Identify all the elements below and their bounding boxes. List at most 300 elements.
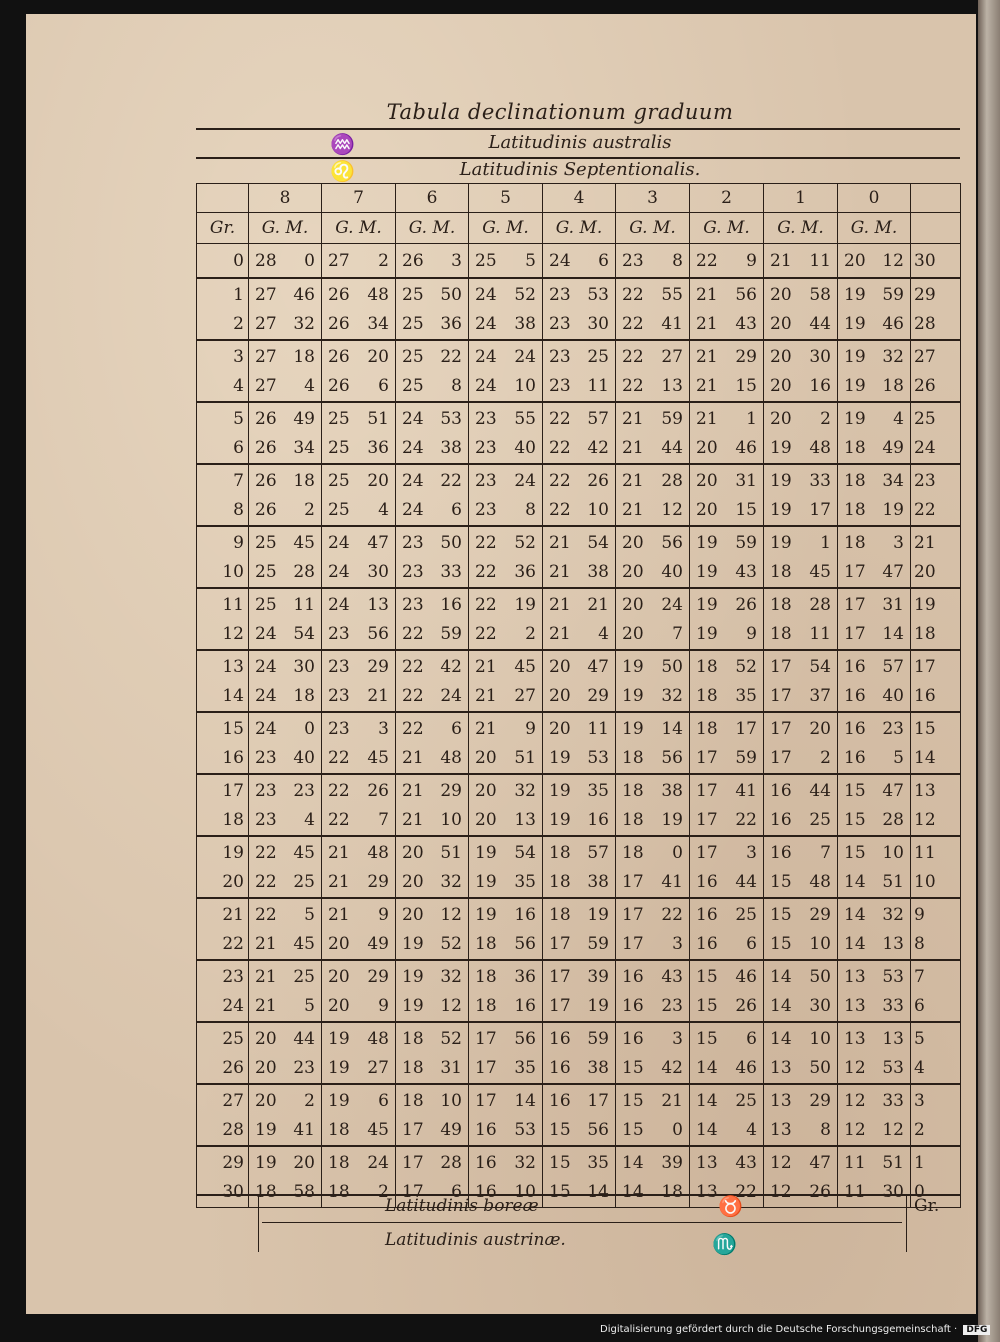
min-value: 25 bbox=[809, 809, 831, 830]
value-cell bbox=[322, 1084, 396, 1146]
min-value: 32 bbox=[661, 685, 683, 706]
min-value: 55 bbox=[514, 408, 536, 429]
deg-value: 18 bbox=[622, 747, 644, 768]
deg-value: 22 bbox=[402, 623, 424, 644]
min-value: 42 bbox=[440, 656, 462, 677]
value-cell bbox=[764, 836, 838, 898]
min-value: 25 bbox=[735, 1090, 757, 1111]
value-cell bbox=[838, 774, 911, 836]
grade-left bbox=[197, 1084, 249, 1146]
grade-right-value: 21 bbox=[914, 532, 936, 553]
min-value: 4 bbox=[893, 408, 904, 429]
grade-right-value: 16 bbox=[914, 685, 936, 706]
deg-value: 19 bbox=[770, 437, 792, 458]
col-gm bbox=[764, 213, 838, 244]
value-cell bbox=[396, 464, 469, 526]
min-value: 2 bbox=[525, 623, 536, 644]
deg-value: 21 bbox=[770, 250, 792, 271]
min-value: 32 bbox=[514, 780, 536, 801]
table-row-pair bbox=[197, 526, 961, 588]
min-value: 10 bbox=[587, 499, 609, 520]
value-cell bbox=[764, 526, 838, 588]
min-value: 44 bbox=[809, 780, 831, 801]
deg-value: 24 bbox=[475, 313, 497, 334]
min-value: 32 bbox=[882, 346, 904, 367]
sign-blank bbox=[911, 184, 961, 213]
deg-value: 23 bbox=[328, 718, 350, 739]
min-value: 59 bbox=[735, 747, 757, 768]
min-value: 51 bbox=[882, 1152, 904, 1173]
value-cell bbox=[396, 774, 469, 836]
deg-value: 27 bbox=[255, 346, 277, 367]
deg-value: 19 bbox=[328, 1028, 350, 1049]
deg-value: 14 bbox=[844, 933, 866, 954]
min-value: 0 bbox=[304, 250, 315, 271]
deg-value: 17 bbox=[770, 685, 792, 706]
min-value: 45 bbox=[514, 656, 536, 677]
col-gm-label: G. M. bbox=[408, 218, 456, 238]
min-value: 2 bbox=[378, 250, 389, 271]
grade-left-value: 2 bbox=[233, 313, 244, 334]
value-cell bbox=[249, 278, 322, 340]
grade-right-value: 10 bbox=[914, 871, 936, 892]
col-gm bbox=[616, 213, 690, 244]
value-cell bbox=[249, 340, 322, 402]
value-cell bbox=[838, 712, 911, 774]
min-value: 39 bbox=[661, 1152, 683, 1173]
deg-value: 18 bbox=[475, 995, 497, 1016]
deg-value: 19 bbox=[622, 718, 644, 739]
min-value: 59 bbox=[882, 284, 904, 305]
deg-value: 18 bbox=[255, 1181, 277, 1202]
deg-value: 15 bbox=[622, 1090, 644, 1111]
deg-value: 20 bbox=[402, 842, 424, 863]
deg-value: 19 bbox=[475, 904, 497, 925]
value-cell bbox=[764, 960, 838, 1022]
deg-value: 22 bbox=[255, 871, 277, 892]
value-cell bbox=[396, 278, 469, 340]
min-value: 6 bbox=[451, 1181, 462, 1202]
grade-left-value: 22 bbox=[222, 933, 244, 954]
value-cell bbox=[249, 898, 322, 960]
value-cell bbox=[249, 1146, 322, 1208]
deg-value: 27 bbox=[255, 284, 277, 305]
value-cell bbox=[690, 402, 764, 464]
min-value: 27 bbox=[367, 1057, 389, 1078]
min-value: 48 bbox=[809, 871, 831, 892]
deg-value: 27 bbox=[255, 313, 277, 334]
sign-number: 5 bbox=[500, 188, 511, 208]
min-value: 25 bbox=[293, 871, 315, 892]
deg-value: 16 bbox=[844, 656, 866, 677]
deg-value: 19 bbox=[328, 1090, 350, 1111]
min-value: 59 bbox=[661, 408, 683, 429]
value-cell bbox=[690, 650, 764, 712]
min-value: 0 bbox=[672, 1119, 683, 1140]
min-value: 7 bbox=[378, 809, 389, 830]
deg-value: 12 bbox=[844, 1057, 866, 1078]
grade-left-value: 3 bbox=[233, 346, 244, 367]
value-cell bbox=[616, 1146, 690, 1208]
sign-cell bbox=[469, 184, 543, 213]
deg-value: 23 bbox=[255, 747, 277, 768]
deg-value: 22 bbox=[328, 747, 350, 768]
deg-value: 19 bbox=[402, 933, 424, 954]
deg-value: 18 bbox=[844, 470, 866, 491]
min-value: 56 bbox=[661, 747, 683, 768]
min-value: 6 bbox=[598, 250, 609, 271]
min-value: 23 bbox=[882, 718, 904, 739]
grade-left bbox=[197, 526, 249, 588]
deg-value: 20 bbox=[402, 871, 424, 892]
grade-right bbox=[911, 588, 961, 650]
deg-value: 20 bbox=[622, 561, 644, 582]
grade-left-value: 26 bbox=[222, 1057, 244, 1078]
deg-value: 17 bbox=[770, 747, 792, 768]
min-value: 38 bbox=[587, 871, 609, 892]
deg-value: 15 bbox=[770, 871, 792, 892]
min-value: 20 bbox=[293, 1152, 315, 1173]
value-cell bbox=[764, 650, 838, 712]
value-cell bbox=[249, 774, 322, 836]
min-value: 44 bbox=[809, 313, 831, 334]
deg-value: 17 bbox=[549, 933, 571, 954]
min-value: 30 bbox=[293, 656, 315, 677]
min-value: 58 bbox=[293, 1181, 315, 1202]
deg-value: 13 bbox=[696, 1152, 718, 1173]
min-value: 29 bbox=[809, 1090, 831, 1111]
sign-cell bbox=[322, 184, 396, 213]
deg-value: 24 bbox=[549, 250, 571, 271]
col-gm-label: G. M. bbox=[850, 218, 898, 238]
deg-value: 23 bbox=[328, 623, 350, 644]
value-cell bbox=[322, 340, 396, 402]
grade-right-value: 25 bbox=[914, 408, 936, 429]
value-cell bbox=[690, 526, 764, 588]
min-value: 22 bbox=[735, 809, 757, 830]
deg-value: 16 bbox=[622, 995, 644, 1016]
min-value: 21 bbox=[661, 1090, 683, 1111]
deg-value: 24 bbox=[255, 623, 277, 644]
grade-right-value: 24 bbox=[914, 437, 936, 458]
min-value: 6 bbox=[378, 1090, 389, 1111]
grade-right-value: 6 bbox=[914, 995, 925, 1016]
grade-left-value: 9 bbox=[233, 532, 244, 553]
value-cell bbox=[322, 588, 396, 650]
value-cell bbox=[469, 340, 543, 402]
grade-right bbox=[911, 1084, 961, 1146]
min-value: 56 bbox=[661, 532, 683, 553]
value-cell bbox=[764, 1146, 838, 1208]
deg-value: 15 bbox=[844, 809, 866, 830]
value-cell bbox=[838, 1146, 911, 1208]
value-cell bbox=[764, 278, 838, 340]
deg-value: 16 bbox=[549, 1028, 571, 1049]
col-gm bbox=[469, 213, 543, 244]
min-value: 7 bbox=[820, 842, 831, 863]
value-cell bbox=[616, 712, 690, 774]
deg-value: 21 bbox=[622, 499, 644, 520]
min-value: 52 bbox=[514, 284, 536, 305]
value-cell bbox=[396, 898, 469, 960]
grade-left bbox=[197, 1146, 249, 1208]
min-value: 10 bbox=[514, 1181, 536, 1202]
min-value: 32 bbox=[440, 871, 462, 892]
min-value: 11 bbox=[293, 594, 315, 615]
deg-value: 23 bbox=[402, 532, 424, 553]
grade-left-value: 25 bbox=[222, 1028, 244, 1049]
min-value: 0 bbox=[304, 718, 315, 739]
deg-value: 19 bbox=[255, 1152, 277, 1173]
min-value: 5 bbox=[304, 904, 315, 925]
deg-value: 24 bbox=[402, 499, 424, 520]
min-value: 10 bbox=[882, 842, 904, 863]
min-value: 12 bbox=[440, 904, 462, 925]
digitization-note: Digitalisierung gefördert durch die Deutsche Forschungsgemeinschaft · DFG bbox=[600, 1324, 990, 1335]
table-row-pair bbox=[197, 1022, 961, 1084]
min-value: 49 bbox=[440, 1119, 462, 1140]
grade-right-value: 23 bbox=[914, 470, 936, 491]
min-value: 16 bbox=[514, 904, 536, 925]
deg-value: 27 bbox=[328, 250, 350, 271]
sign-cell bbox=[543, 184, 616, 213]
min-value: 53 bbox=[514, 1119, 536, 1140]
value-cell bbox=[469, 1084, 543, 1146]
sign-cell bbox=[396, 184, 469, 213]
value-cell bbox=[322, 526, 396, 588]
min-value: 32 bbox=[440, 966, 462, 987]
grade-right bbox=[911, 774, 961, 836]
min-value: 53 bbox=[882, 966, 904, 987]
value-cell bbox=[543, 1022, 616, 1084]
value-cell bbox=[396, 588, 469, 650]
sign-number: 4 bbox=[573, 188, 585, 208]
value-cell bbox=[764, 402, 838, 464]
min-value: 38 bbox=[440, 437, 462, 458]
deg-value: 16 bbox=[844, 718, 866, 739]
min-value: 51 bbox=[882, 871, 904, 892]
deg-value: 15 bbox=[770, 904, 792, 925]
grade-right-value: 4 bbox=[914, 1057, 925, 1078]
min-value: 29 bbox=[587, 685, 609, 706]
min-value: 29 bbox=[367, 966, 389, 987]
value-cell bbox=[764, 340, 838, 402]
value-cell bbox=[322, 960, 396, 1022]
deg-value: 23 bbox=[475, 437, 497, 458]
deg-value: 14 bbox=[844, 904, 866, 925]
deg-value: 14 bbox=[770, 995, 792, 1016]
deg-value: 24 bbox=[328, 594, 350, 615]
rule-bottom bbox=[196, 1194, 960, 1196]
deg-value: 17 bbox=[402, 1152, 424, 1173]
min-value: 24 bbox=[661, 594, 683, 615]
deg-value: 21 bbox=[622, 437, 644, 458]
min-value: 25 bbox=[587, 346, 609, 367]
min-value: 37 bbox=[809, 685, 831, 706]
value-cell bbox=[838, 402, 911, 464]
value-cell bbox=[690, 278, 764, 340]
value-cell bbox=[249, 836, 322, 898]
grade-right-value: 1 bbox=[914, 1152, 925, 1173]
min-value: 0 bbox=[672, 842, 683, 863]
deg-value: 16 bbox=[622, 966, 644, 987]
deg-value: 20 bbox=[255, 1028, 277, 1049]
deg-value: 19 bbox=[770, 470, 792, 491]
value-cell bbox=[616, 960, 690, 1022]
col-gm bbox=[838, 213, 911, 244]
min-value: 33 bbox=[882, 995, 904, 1016]
page-title: Tabula declinationum graduum bbox=[386, 100, 734, 124]
deg-value: 21 bbox=[402, 780, 424, 801]
deg-value: 20 bbox=[328, 995, 350, 1016]
min-value: 42 bbox=[587, 437, 609, 458]
value-cell bbox=[616, 1022, 690, 1084]
deg-value: 23 bbox=[549, 375, 571, 396]
min-value: 38 bbox=[587, 561, 609, 582]
min-value: 12 bbox=[882, 250, 904, 271]
value-cell bbox=[616, 588, 690, 650]
min-value: 47 bbox=[367, 532, 389, 553]
grade-left-value: 6 bbox=[233, 437, 244, 458]
footer-gr: Gr. bbox=[914, 1196, 940, 1216]
deg-value: 25 bbox=[475, 250, 497, 271]
col-gm-label: G. M. bbox=[261, 218, 309, 238]
deg-value: 16 bbox=[475, 1152, 497, 1173]
value-cell bbox=[249, 1084, 322, 1146]
min-value: 53 bbox=[882, 1057, 904, 1078]
grade-left bbox=[197, 960, 249, 1022]
deg-value: 21 bbox=[549, 532, 571, 553]
min-value: 41 bbox=[661, 871, 683, 892]
value-cell bbox=[469, 650, 543, 712]
grade-left bbox=[197, 340, 249, 402]
min-value: 13 bbox=[661, 375, 683, 396]
grade-left-value: 24 bbox=[222, 995, 244, 1016]
grade-left bbox=[197, 464, 249, 526]
min-value: 36 bbox=[514, 561, 536, 582]
min-value: 3 bbox=[746, 842, 757, 863]
min-value: 29 bbox=[809, 904, 831, 925]
deg-value: 22 bbox=[402, 685, 424, 706]
deg-value: 21 bbox=[255, 966, 277, 987]
value-cell bbox=[690, 898, 764, 960]
deg-value: 20 bbox=[770, 408, 792, 429]
deg-value: 20 bbox=[328, 966, 350, 987]
min-value: 50 bbox=[809, 966, 831, 987]
grade-right-value: 20 bbox=[914, 561, 936, 582]
deg-value: 17 bbox=[696, 842, 718, 863]
deg-value: 21 bbox=[696, 313, 718, 334]
deg-value: 18 bbox=[402, 1028, 424, 1049]
value-cell bbox=[469, 464, 543, 526]
deg-value: 19 bbox=[770, 532, 792, 553]
min-value: 4 bbox=[598, 623, 609, 644]
deg-value: 18 bbox=[328, 1181, 350, 1202]
deg-value: 24 bbox=[402, 437, 424, 458]
min-value: 43 bbox=[735, 561, 757, 582]
value-cell bbox=[543, 836, 616, 898]
grade-right bbox=[911, 340, 961, 402]
min-value: 24 bbox=[440, 685, 462, 706]
grade-right-value: 28 bbox=[914, 313, 936, 334]
value-cell bbox=[469, 898, 543, 960]
grade-right bbox=[911, 1022, 961, 1084]
min-value: 9 bbox=[746, 250, 757, 271]
deg-value: 23 bbox=[475, 408, 497, 429]
min-value: 1 bbox=[820, 532, 831, 553]
deg-value: 13 bbox=[770, 1119, 792, 1140]
deg-value: 21 bbox=[549, 623, 571, 644]
deg-value: 17 bbox=[475, 1057, 497, 1078]
min-value: 43 bbox=[735, 313, 757, 334]
sign-cell bbox=[249, 184, 322, 213]
footer-divider-right bbox=[906, 1196, 907, 1252]
deg-value: 11 bbox=[844, 1152, 866, 1173]
value-cell bbox=[690, 712, 764, 774]
min-value: 48 bbox=[367, 284, 389, 305]
value-cell bbox=[249, 402, 322, 464]
value-cell bbox=[690, 244, 764, 279]
min-value: 33 bbox=[440, 561, 462, 582]
grade-right-value: 13 bbox=[914, 780, 936, 801]
min-value: 46 bbox=[293, 284, 315, 305]
deg-value: 20 bbox=[328, 933, 350, 954]
min-value: 30 bbox=[882, 1181, 904, 1202]
deg-value: 26 bbox=[255, 470, 277, 491]
deg-value: 24 bbox=[328, 561, 350, 582]
grade-left-value: 5 bbox=[233, 408, 244, 429]
value-cell bbox=[616, 278, 690, 340]
deg-value: 19 bbox=[696, 532, 718, 553]
value-cell bbox=[616, 244, 690, 279]
deg-value: 16 bbox=[770, 809, 792, 830]
deg-value: 15 bbox=[844, 842, 866, 863]
min-value: 57 bbox=[587, 408, 609, 429]
deg-value: 22 bbox=[255, 904, 277, 925]
min-value: 8 bbox=[525, 499, 536, 520]
deg-value: 17 bbox=[475, 1090, 497, 1111]
min-value: 3 bbox=[672, 933, 683, 954]
min-value: 1 bbox=[746, 408, 757, 429]
deg-value: 21 bbox=[255, 995, 277, 1016]
grade-right-value: 14 bbox=[914, 747, 936, 768]
min-value: 14 bbox=[587, 1181, 609, 1202]
sign-row bbox=[197, 184, 961, 213]
deg-value: 18 bbox=[549, 904, 571, 925]
deg-value: 22 bbox=[475, 623, 497, 644]
min-value: 23 bbox=[293, 780, 315, 801]
sign-blank bbox=[197, 184, 249, 213]
min-value: 49 bbox=[882, 437, 904, 458]
deg-value: 21 bbox=[475, 656, 497, 677]
min-value: 17 bbox=[809, 499, 831, 520]
value-cell bbox=[322, 402, 396, 464]
min-value: 29 bbox=[440, 780, 462, 801]
min-value: 6 bbox=[746, 933, 757, 954]
value-cell bbox=[838, 588, 911, 650]
min-value: 24 bbox=[514, 346, 536, 367]
deg-value: 25 bbox=[402, 375, 424, 396]
value-cell bbox=[543, 774, 616, 836]
value-cell bbox=[764, 898, 838, 960]
deg-value: 14 bbox=[696, 1119, 718, 1140]
value-cell bbox=[249, 960, 322, 1022]
min-value: 11 bbox=[809, 623, 831, 644]
deg-value: 15 bbox=[622, 1057, 644, 1078]
min-value: 23 bbox=[661, 995, 683, 1016]
grade-left-value: 13 bbox=[222, 656, 244, 677]
min-value: 43 bbox=[735, 1152, 757, 1173]
